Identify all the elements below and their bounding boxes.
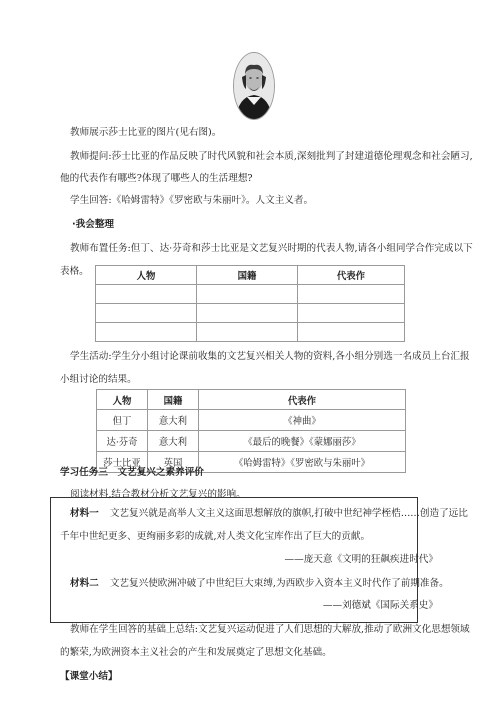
table-row [96, 304, 405, 323]
table-row [97, 431, 406, 452]
text-line: 表格。 [60, 266, 89, 277]
text-line: 小组讨论的结果。 [60, 374, 137, 385]
text-line: 教师布置任务:但丁、达·芬奇和莎士比亚是文艺复兴时期的代表人物,请各小组同学合作完成以下 [70, 243, 473, 254]
text-line: 他的代表作有哪些?体现了哪些人的生活理想? [60, 173, 253, 184]
table-cell: 《最后的晚餐》《蒙娜丽莎》 [199, 431, 406, 452]
table-cell: 意大利 [148, 410, 199, 431]
material-text: 文艺复兴就是高举人文主义这面思想解放的旗帜,打破中世纪神学桎梏……创造了远比 [109, 508, 468, 519]
text-line: 教师展示莎士比亚的图片(见右图)。 [70, 127, 222, 138]
text-line: 的繁荣,为欧洲资本主义社会的产生和发展奠定了思想文化基础。 [60, 647, 332, 658]
table-row [96, 285, 405, 304]
section-heading: ·我会整理 [72, 219, 115, 230]
text-line: 学生活动:学生分小组讨论课前收集的文艺复兴相关人物的资料,各小组分别选一名成员上台汇报 [70, 351, 470, 362]
task-heading: 学习任务三 文艺复兴之素养评价 [60, 467, 204, 478]
table-header: 人物 [97, 390, 148, 410]
table-header: 代表作 [298, 266, 405, 285]
table-header: 代表作 [199, 390, 406, 410]
table-row [96, 323, 405, 342]
figures-table [96, 389, 406, 473]
table-cell: 《神曲》 [199, 410, 406, 431]
empty-table [95, 265, 405, 342]
table-cell: 达·芬奇 [97, 431, 148, 452]
text-line: 教师在学生回答的基础上总结:文艺复兴运动促进了人们思想的大解放,推动了欧洲文化思想领域 [70, 624, 470, 635]
material-source: ——庞天意《文明的狂飙疾进时代》 [284, 554, 438, 565]
table-header: 人物 [96, 266, 197, 285]
material-one-line [70, 505, 468, 519]
table-header: 国籍 [148, 390, 199, 410]
text-line: 千年中世纪更多、更绚丽多彩的成就,对人类文化宝库作出了巨大的贡献。 [60, 531, 371, 542]
text-line: 学生回答:《哈姆雷特》《罗密欧与朱丽叶》。人文主义者。 [70, 195, 314, 206]
table-row [97, 410, 406, 431]
material-text: 文艺复兴使欧洲冲破了中世纪巨大束缚,为西欧步入资本主义时代作了前期准备。 [109, 578, 449, 589]
table-cell: 意大利 [148, 431, 199, 452]
text-line: 阅读材料,结合教材分析文艺复兴的影响。 [70, 489, 246, 500]
table-header: 国籍 [197, 266, 298, 285]
material-source: ——刘德斌《国际关系史》 [322, 600, 438, 611]
class-summary-heading: 【课堂小结】 [60, 671, 118, 682]
material-label: 材料一 [70, 508, 99, 519]
table-cell: 但丁 [97, 410, 148, 431]
table-cell: 莎士比亚 [97, 452, 148, 473]
shakespeare-portrait [233, 52, 275, 120]
portrait-image [234, 53, 274, 119]
material-two-line [70, 575, 449, 589]
table-cell: 《哈姆雷特》《罗密欧与朱丽叶》 [199, 452, 406, 473]
table-cell: 英国 [148, 452, 199, 473]
material-label: 材料二 [70, 578, 99, 589]
text-line: 教师提问:莎士比亚的作品反映了时代风貌和社会本质,深刻批判了封建道德伦理观念和社会陋习, [70, 151, 473, 162]
